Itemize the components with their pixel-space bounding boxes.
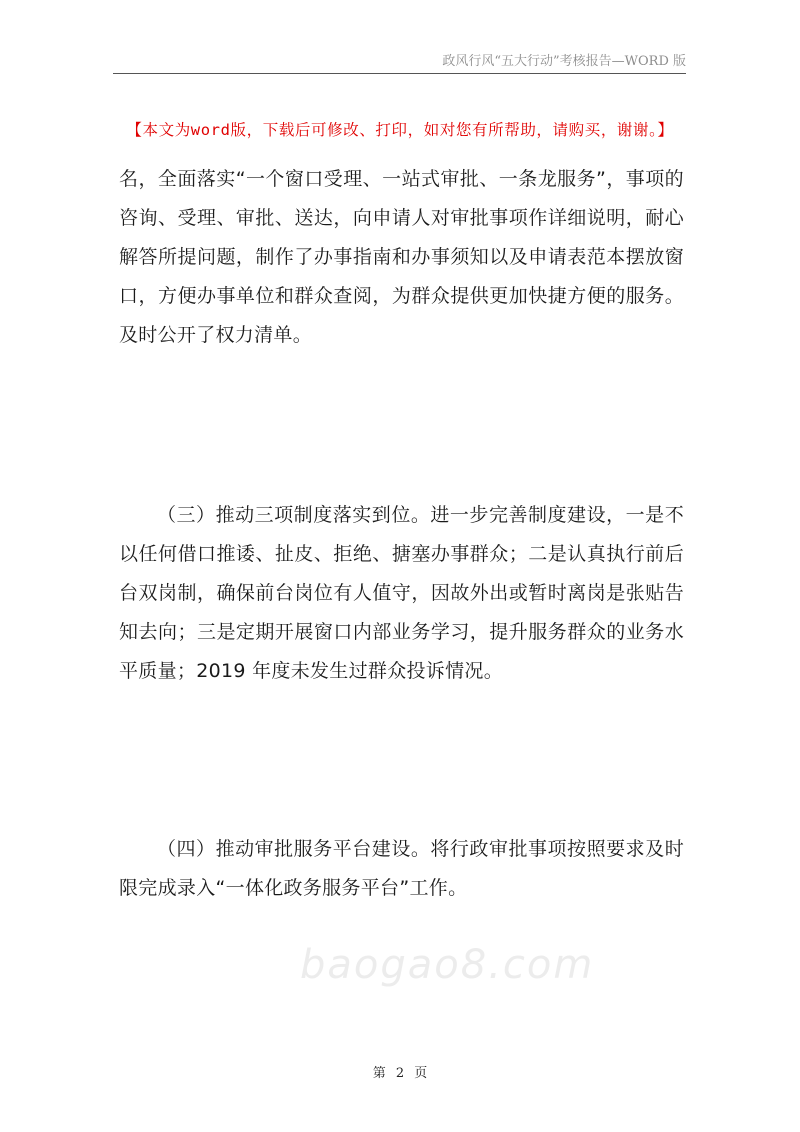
paragraph-3: （四）推动审批服务平台建设。将行政审批事项按照要求及时限完成录入“一体化政务服务平台”工作。 [119,838,684,899]
page-prefix: 第 [372,1066,386,1081]
download-notice: 【本文为word版，下载后可修改、打印，如对您有所帮助，请购买，谢谢。】 [126,121,674,139]
paragraph-1: 名，全面落实“一个窗口受理、一站式审批、一条龙服务”，事项的咨询、受理、审批、送达，向申请人对审批事项作详细说明，耐心解答所提问题，制作了办事指南和办事须知以及申请表范本摆放窗口，方便办事单位和群众查阅，为群众提供更加快捷方便的服务。及时公开了权力清单。 [119,168,684,346]
page-footer [0,1062,800,1081]
header-divider [113,73,686,74]
watermark: baogao8.com [300,942,595,988]
page-suffix: 页 [414,1066,428,1081]
paragraph-2: （三）推动三项制度落实到位。进一步完善制度建设，一是不以任何借口推诿、扯皮、拒绝、搪塞办事群众；二是认真执行前后台双岗制，确保前台岗位有人值守，因故外出或暂时离岗是张贴告知去向；三是定期开展窗口内部业务学习，提升服务群众的业务水平质量；2019 年度未发生过群众投诉情况。 [119,504,684,682]
page-number: 2 [395,1066,405,1081]
running-header: 政风行风“五大行动”考核报告—WORD 版 [442,54,686,69]
